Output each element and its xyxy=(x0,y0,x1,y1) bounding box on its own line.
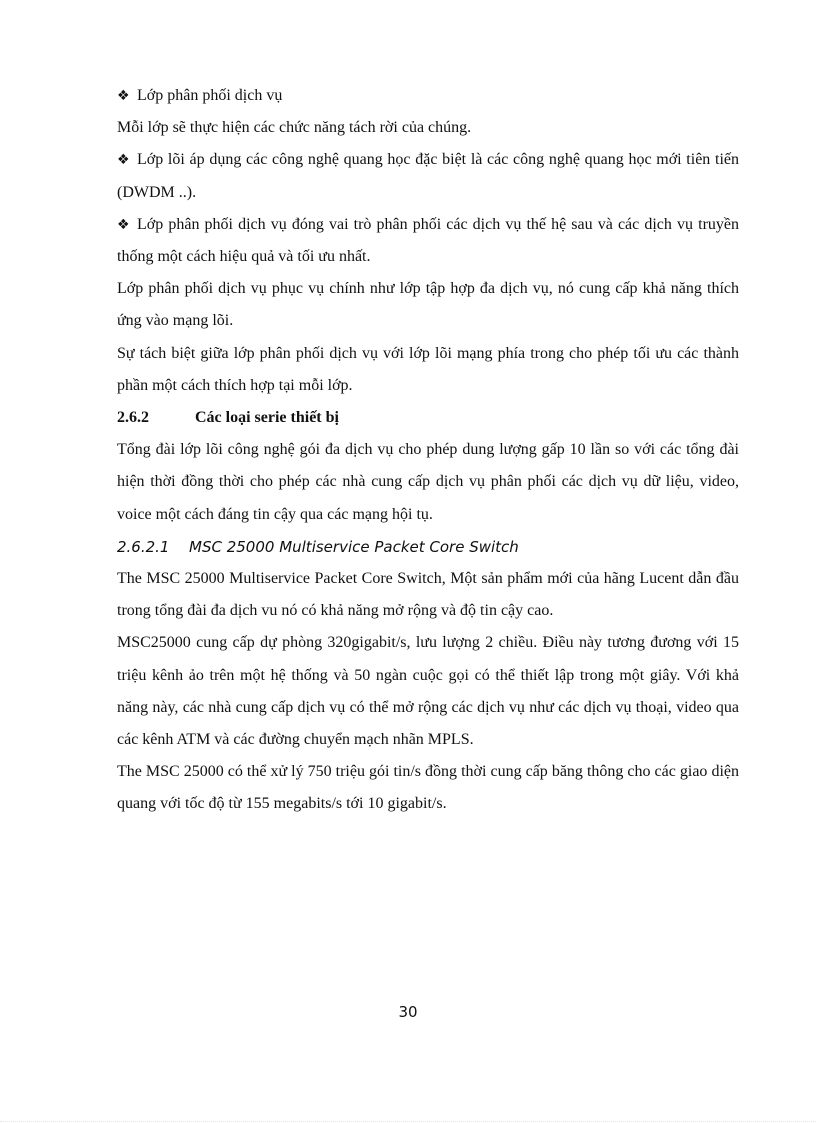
subsection-title: MSC 25000 Multiservice Packet Core Switch xyxy=(189,537,519,556)
paragraph: Sự tách biệt giữa lớp phân phối dịch vụ với lớp lõi mạng phía trong cho phép tối ưu các thành phần một cách thích hợp tại mỗi lớp. xyxy=(117,344,739,394)
diamond-bullet-icon: ❖ xyxy=(117,88,130,104)
document-page xyxy=(117,80,739,821)
diamond-bullet-icon: ❖ xyxy=(117,216,130,233)
paragraph: MSC25000 cung cấp dự phòng 320gigabit/s, lưu lượng 2 chiều. Điều này tương đương với 15 triệu kênh ảo trên một hệ thống và 50 ngàn cuộc gọi có thể thiết lập trong một giây. Với khả năng này, các nhà cung cấp dịch vụ có thể mở rộng các dịch vụ như các dịch vụ thoại, video qua các kênh ATM và các đường chuyển mạch nhãn MPLS. xyxy=(117,634,739,749)
paragraph: The MSC 25000 có thể xử lý 750 triệu gói tin/s đồng thời cung cấp băng thông cho các giao diện quang với tốc độ từ 155 megabits/s tới 10 gigabit/s. xyxy=(117,763,739,813)
diamond-bullet-icon: ❖ xyxy=(117,152,130,169)
subsection-heading xyxy=(117,531,739,563)
section-title: Các loại serie thiết bị xyxy=(195,409,339,427)
bullet-paragraph: ❖ Lớp phân phối dịch vụ đóng vai trò phân phối các dịch vụ thế hệ sau và các dịch vụ truyền thống một cách hiệu quả và tối ưu nhất. xyxy=(117,209,739,273)
section-number: 2.6.2 xyxy=(117,409,149,427)
section-heading xyxy=(117,402,739,434)
section-intro: Tổng đài lớp lõi công nghệ gói đa dịch vụ cho phép dung lượng gấp 10 lần so với các tổng đài hiện thời đồng thời cho phép các nhà cung cấp dịch vụ phân phối các dịch vụ dữ liệu, video, voice một cách đáng tin cậy qua các mạng hội tụ. xyxy=(117,441,739,523)
paragraph: Lớp phân phối dịch vụ phục vụ chính như lớp tập hợp đa dịch vụ, nó cung cấp khả năng thích ứng vào mạng lõi. xyxy=(117,280,739,330)
paragraph: The MSC 25000 Multiservice Packet Core Switch, Một sản phẩm mới của hãng Lucent dẫn đầu trong tổng đài đa dịch vu nó có khả năng mở rộng và độ tin cậy cao. xyxy=(117,570,739,620)
subsection-number: 2.6.2.1 xyxy=(117,537,170,556)
bullet-paragraph: ❖ Lớp lõi áp dụng các công nghệ quang học đặc biệt là các công nghệ quang học mới tiên tiến (DWDM ..). xyxy=(117,144,739,208)
bullet-paragraph: ❖ Lớp phân phối dịch vụ xyxy=(117,80,739,112)
page-bottom-divider xyxy=(0,1121,816,1122)
paragraph: Mỗi lớp sẽ thực hiện các chức năng tách rời của chúng. xyxy=(117,119,472,137)
page-number: 30 xyxy=(398,1003,418,1021)
